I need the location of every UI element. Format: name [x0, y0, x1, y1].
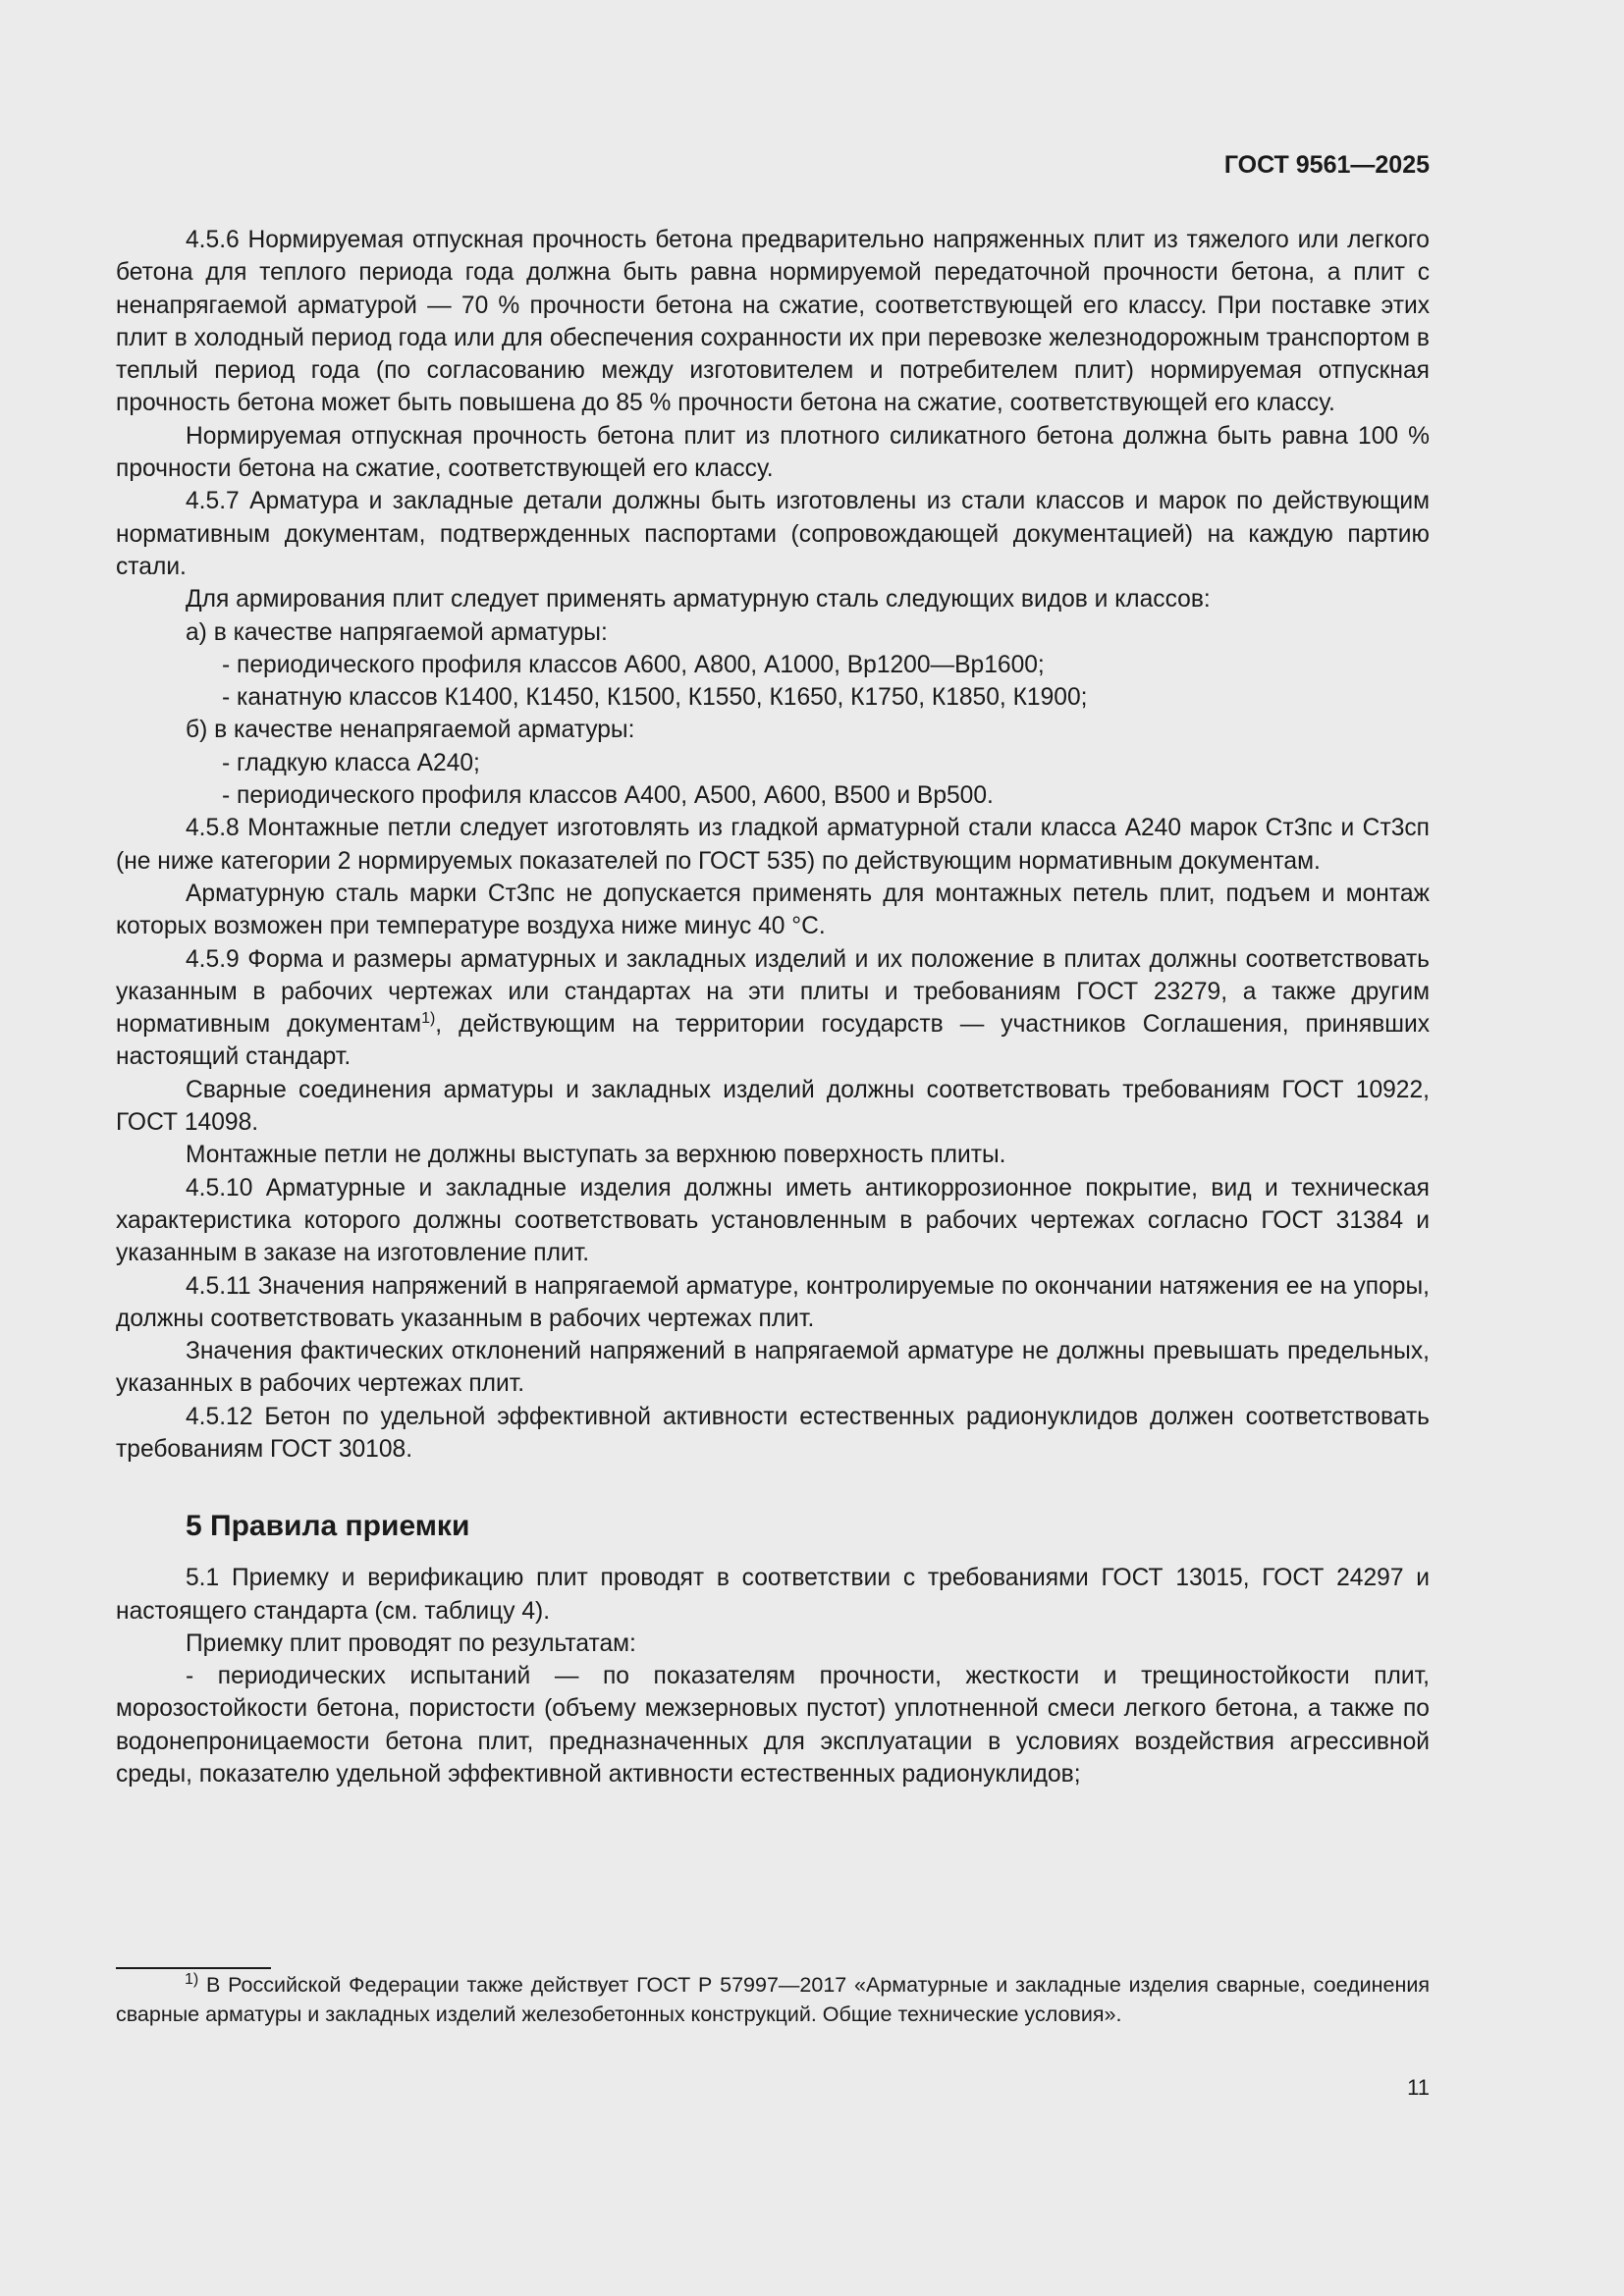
paragraph-4-5-9: [116, 943, 1430, 1074]
paragraph-4-5-8: 4.5.8 Монтажные петли следует изготовлять из гладкой арматурной стали класса А240 марок Ст3пс и Ст3сп (не ниже категории 2 нормируемых показателей по ГОСТ 535) по действующим нормативным документам.: [116, 815, 1430, 875]
paragraph-4-5-9-text-2: , действующим на территории государств — участников Соглашения, принявших настоящий стандарт.: [116, 1011, 1430, 1071]
section-heading-5: 5 Правила приемки: [186, 1510, 470, 1543]
paragraph-4-5-8-st3ps: Арматурную сталь марки Ст3пс не допускается применять для монтажных петель плит, подъем и монтаж которых возможен при температуре воздуха ниже минус 40 °С.: [116, 880, 1430, 940]
paragraph-4-5-9-text-1: 4.5.9 Форма и размеры арматурных и закладных изделий и их положение в плитах должны соответствовать указанным в рабочих чертежах или стандартах на эти плиты и требованиям ГОСТ 23279, а также другим нормативным документам: [116, 945, 1430, 1039]
paragraph-4-5-9-welding: Сварные соединения арматуры и закладных изделий должны соответствовать требованиям ГОСТ 10922, ГОСТ 14098.: [116, 1076, 1430, 1137]
footnote: [116, 1971, 1430, 2029]
paragraph-4-5-10: 4.5.10 Арматурные и закладные изделия должны иметь антикоррозионное покрытие, вид и техническая характеристика которого должны соответствовать установленным в рабочих чертежах согласно ГОСТ 31384 и указанным в заказе на изготовление плит.: [116, 1174, 1430, 1267]
footnote-marker: 1): [185, 1970, 199, 1988]
paragraph-5-1-results: Приемку плит проводят по результатам:: [186, 1629, 636, 1657]
document-body: [116, 224, 1430, 1790]
document-header: ГОСТ 9561—2025: [1223, 151, 1430, 179]
paragraph-4-5-6-silicate: Нормируемая отпускная прочность бетона плит из плотного силикатного бетона должна быть равна 100 % прочности бетона на сжатие, соответствующей его классу.: [116, 422, 1430, 483]
list-item-b-2: - периодического профиля классов А400, А500, А600, В500 и Вр500.: [222, 782, 994, 810]
paragraph-4-5-7: 4.5.7 Арматура и закладные детали должны быть изготовлены из стали классов и марок по действующим нормативным документам, подтвержденных паспортами (сопровождающей документацией) на каждую партию стали.: [116, 488, 1430, 580]
list-item-b-1: - гладкую класса А240;: [222, 749, 480, 776]
paragraph-4-5-11-deviations: Значения фактических отклонений напряжений в напрягаемой арматуре не должны превышать предельных, указанных в рабочих чертежах плит.: [116, 1338, 1430, 1398]
footnote-divider: [116, 1967, 271, 1969]
paragraph-4-5-11: 4.5.11 Значения напряжений в напрягаемой арматуре, контролируемые по окончании натяжения ее на упоры, должны соответствовать указанным в рабочих чертежах плит.: [116, 1272, 1430, 1332]
footnote-text: В Российской Федерации также действует ГОСТ Р 57997—2017 «Арматурные и закладные изделия сварные, соединения сварные арматуры и закладных изделий железобетонных конструкций. Общие технические условия».: [116, 1973, 1430, 2026]
list-item-a-2: - канатную классов К1400, К1450, К1500, К1550, К1650, К1750, К1850, К1900;: [222, 684, 1088, 712]
list-item-b: б) в качестве ненапрягаемой арматуры:: [186, 717, 635, 744]
paragraph-4-5-7-steel-types: Для армирования плит следует применять арматурную сталь следующих видов и классов:: [186, 586, 1211, 614]
paragraph-5-1: 5.1 Приемку и верификацию плит проводят в соответствии с требованиями ГОСТ 13015, ГОСТ 24297 и настоящего стандарта (см. таблицу 4).: [116, 1565, 1430, 1625]
paragraph-4-5-6: 4.5.6 Нормируемая отпускная прочность бетона предварительно напряженных плит из тяжелого или легкого бетона для теплого периода года должна быть равна нормируемой передаточной прочности бетона, а плит с ненапрягаемой арматурой — 70 % прочности бетона на сжатие, соответствующей его классу. При поставке этих плит в холодный период года или для обеспечения сохранности их при перевозке железнодорожным транспортом в теплый период года (по согласованию между изготовителем и потребителем плит) нормируемая отпускная прочность бетона может быть повышена до 85 % прочности бетона на сжатие, соответствующей его классу.: [116, 227, 1430, 417]
paragraph-4-5-12: 4.5.12 Бетон по удельной эффективной активности естественных радионуклидов должен соответствовать требованиям ГОСТ 30108.: [116, 1403, 1430, 1463]
list-item-a: а) в качестве напрягаемой арматуры:: [186, 618, 608, 646]
paragraph-5-1-periodic-tests: - периодических испытаний — по показателям прочности, жесткости и трещиностойкости плит, морозостойкости бетона, пористости (объему межзерновых пустот) уплотненной смеси легкого бетона, а также по водонепроницаемости бетона плит, предназначенных для эксплуатации в условиях воздействия агрессивной среды, показателю удельной эффективной активности естественных радионуклидов;: [116, 1663, 1430, 1789]
page-number: 11: [1407, 2075, 1430, 2100]
paragraph-4-5-9-loops: Монтажные петли не должны выступать за верхнюю поверхность плиты.: [186, 1142, 1006, 1169]
footnote-reference[interactable]: 1): [421, 1009, 436, 1027]
list-item-a-1: - периодического профиля классов А600, А800, А1000, Вр1200—Вр1600;: [222, 651, 1045, 678]
